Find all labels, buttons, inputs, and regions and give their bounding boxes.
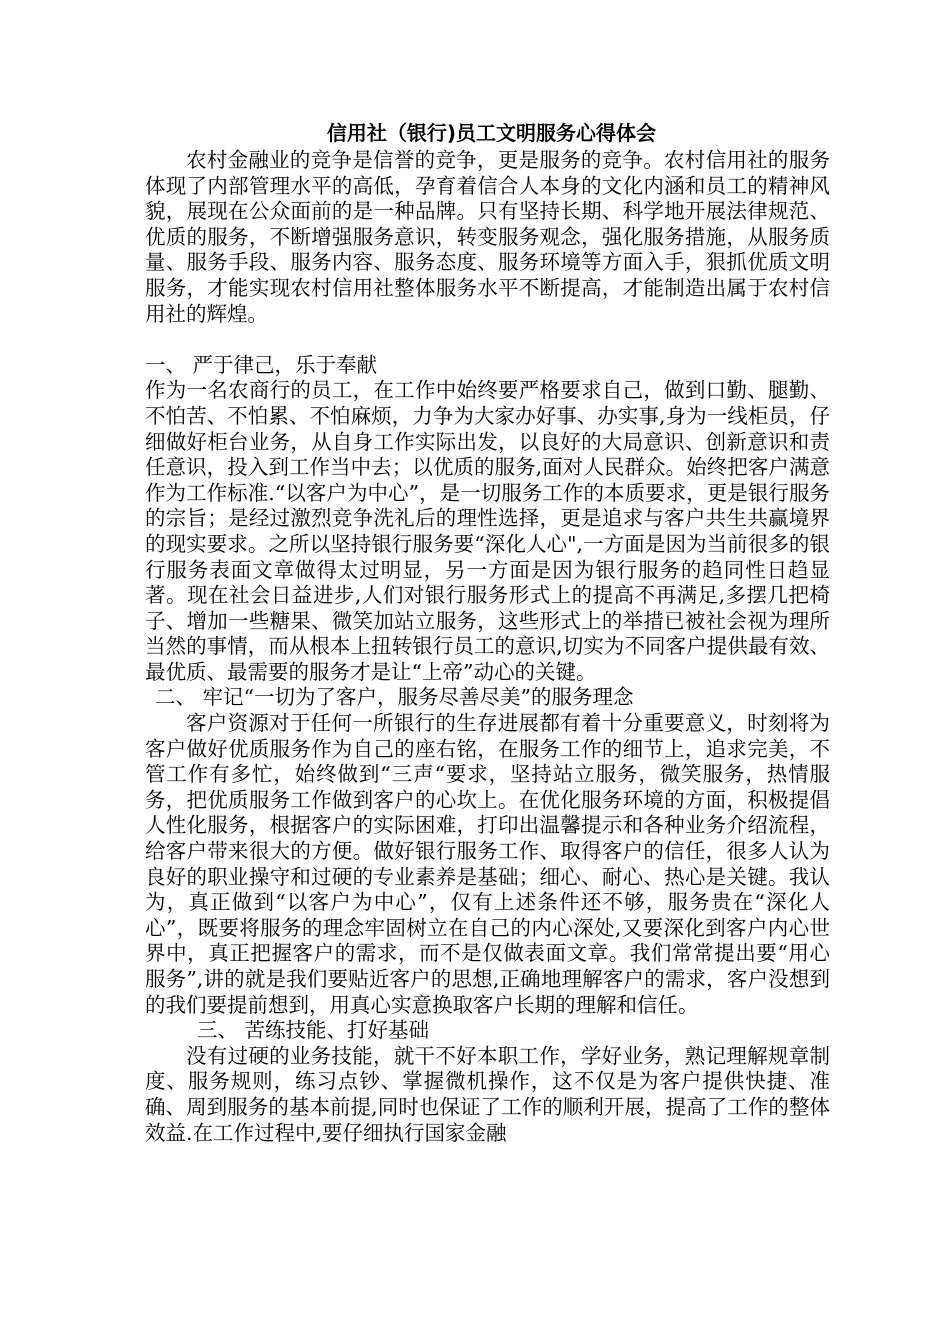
document-page	[145, 118, 830, 1146]
section-2-body: 客户资源对于任何一所银行的生存进展都有着十分重要意义，时刻将为客户做好优质服务作为自己的座右铭，在服务工作的细节上，追求完美，不管工作有多忙，始终做到“三声“要求，坚持站立服务，微笑服务，热情服务，把优质服务工作做到客户的心坎上。在优化服务环境的方面，积极提倡人性化服务，根据客户的实际困难，打印出温馨提示和各种业务介绍流程，给客户带来很大的方便。做好银行服务工作、取得客户的信任，很多人认为良好的职业操守和过硬的专业素养是基础；细心、耐心、热心是关键。我认为，真正做到“以客户为中心”，仅有上述条件还不够，服务贵在“深化人心”，既要将服务的理念牢固树立在自己的内心深处,又要深化到客户内心世界中，真正把握客户的需求，而不是仅做表面文章。我们常常提出要“用心服务”,讲的就是我们要贴近客户的思想,正确地理解客户的需求，客户没想到的我们要提前想到，用真心实意换取客户长期的理解和信任。	[145, 711, 830, 1017]
section-3-body: 没有过硬的业务技能，就干不好本职工作，学好业务，熟记理解规章制度、服务规则，练习点钞、掌握微机操作，这不仅是为客户提供快捷、准确、周到服务的基本前提,同时也保证了工作的顺利开展，提高了工作的整体效益.在工作过程中,要仔细执行国家金融	[145, 1043, 830, 1145]
section-2-heading: 二、 牢记“一切为了客户，服务尽善尽美”的服务理念	[155, 685, 634, 710]
document-title: 信用社（银行)员工文明服务心得体会	[326, 121, 657, 145]
blank-line	[145, 327, 830, 353]
section-3-heading: 三、 苦练技能、打好基础	[197, 1018, 430, 1043]
section-1-heading: 一、 严于律己，乐于奉献	[145, 352, 378, 377]
intro-paragraph: 农村金融业的竞争是信誉的竞争，更是服务的竞争。农村信用社的服务体现了内部管理水平的高低，孕育着信合人本身的文化内涵和员工的精神风貌，展现在公众面前的是一种品牌。只有坚持长期、科学地开展法律规范、优质的服务，不断增强服务意识，转变服务观念，强化服务措施，从服务质量、服务手段、服务内容、服务态度、服务环境等方面入手，狠抓优质文明服务，才能实现农村信用社整体服务水平不断提高，才能制造出属于农村信用社的辉煌。	[145, 148, 830, 326]
section-1-body: 作为一名农商行的员工，在工作中始终要严格要求自己，做到口勤、腿勤、不怕苦、不怕累、不怕麻烦，力争为大家办好事、办实事,身为一线柜员，仔细做好柜台业务，从自身工作实际出发，以良好的大局意识、创新意识和责任意识，投入到工作当中去；以优质的服务,面对人民群众。始终把客户满意作为工作标准.“以客户为中心”，是一切服务工作的本质要求，更是银行服务的宗旨；是经过激烈竞争洗礼后的理性选择，更是追求与客户共生共赢境界的现实要求。之所以坚持银行服务要“深化人心",一方面是因为当前很多的银行服务表面文章做得太过明显，另一方面是因为银行服务的趋同性日趋显著。现在社会日益进步,人们对银行服务形式上的提高不再满足,多摆几把椅子、增加一些糖果、微笑加站立服务，这些形式上的举措已被社会视为理所当然的事情，而从根本上扭转银行员工的意识,切实为不同客户提供最有效、最优质、最需要的服务才是让“上帝”动心的关键。	[145, 378, 830, 684]
